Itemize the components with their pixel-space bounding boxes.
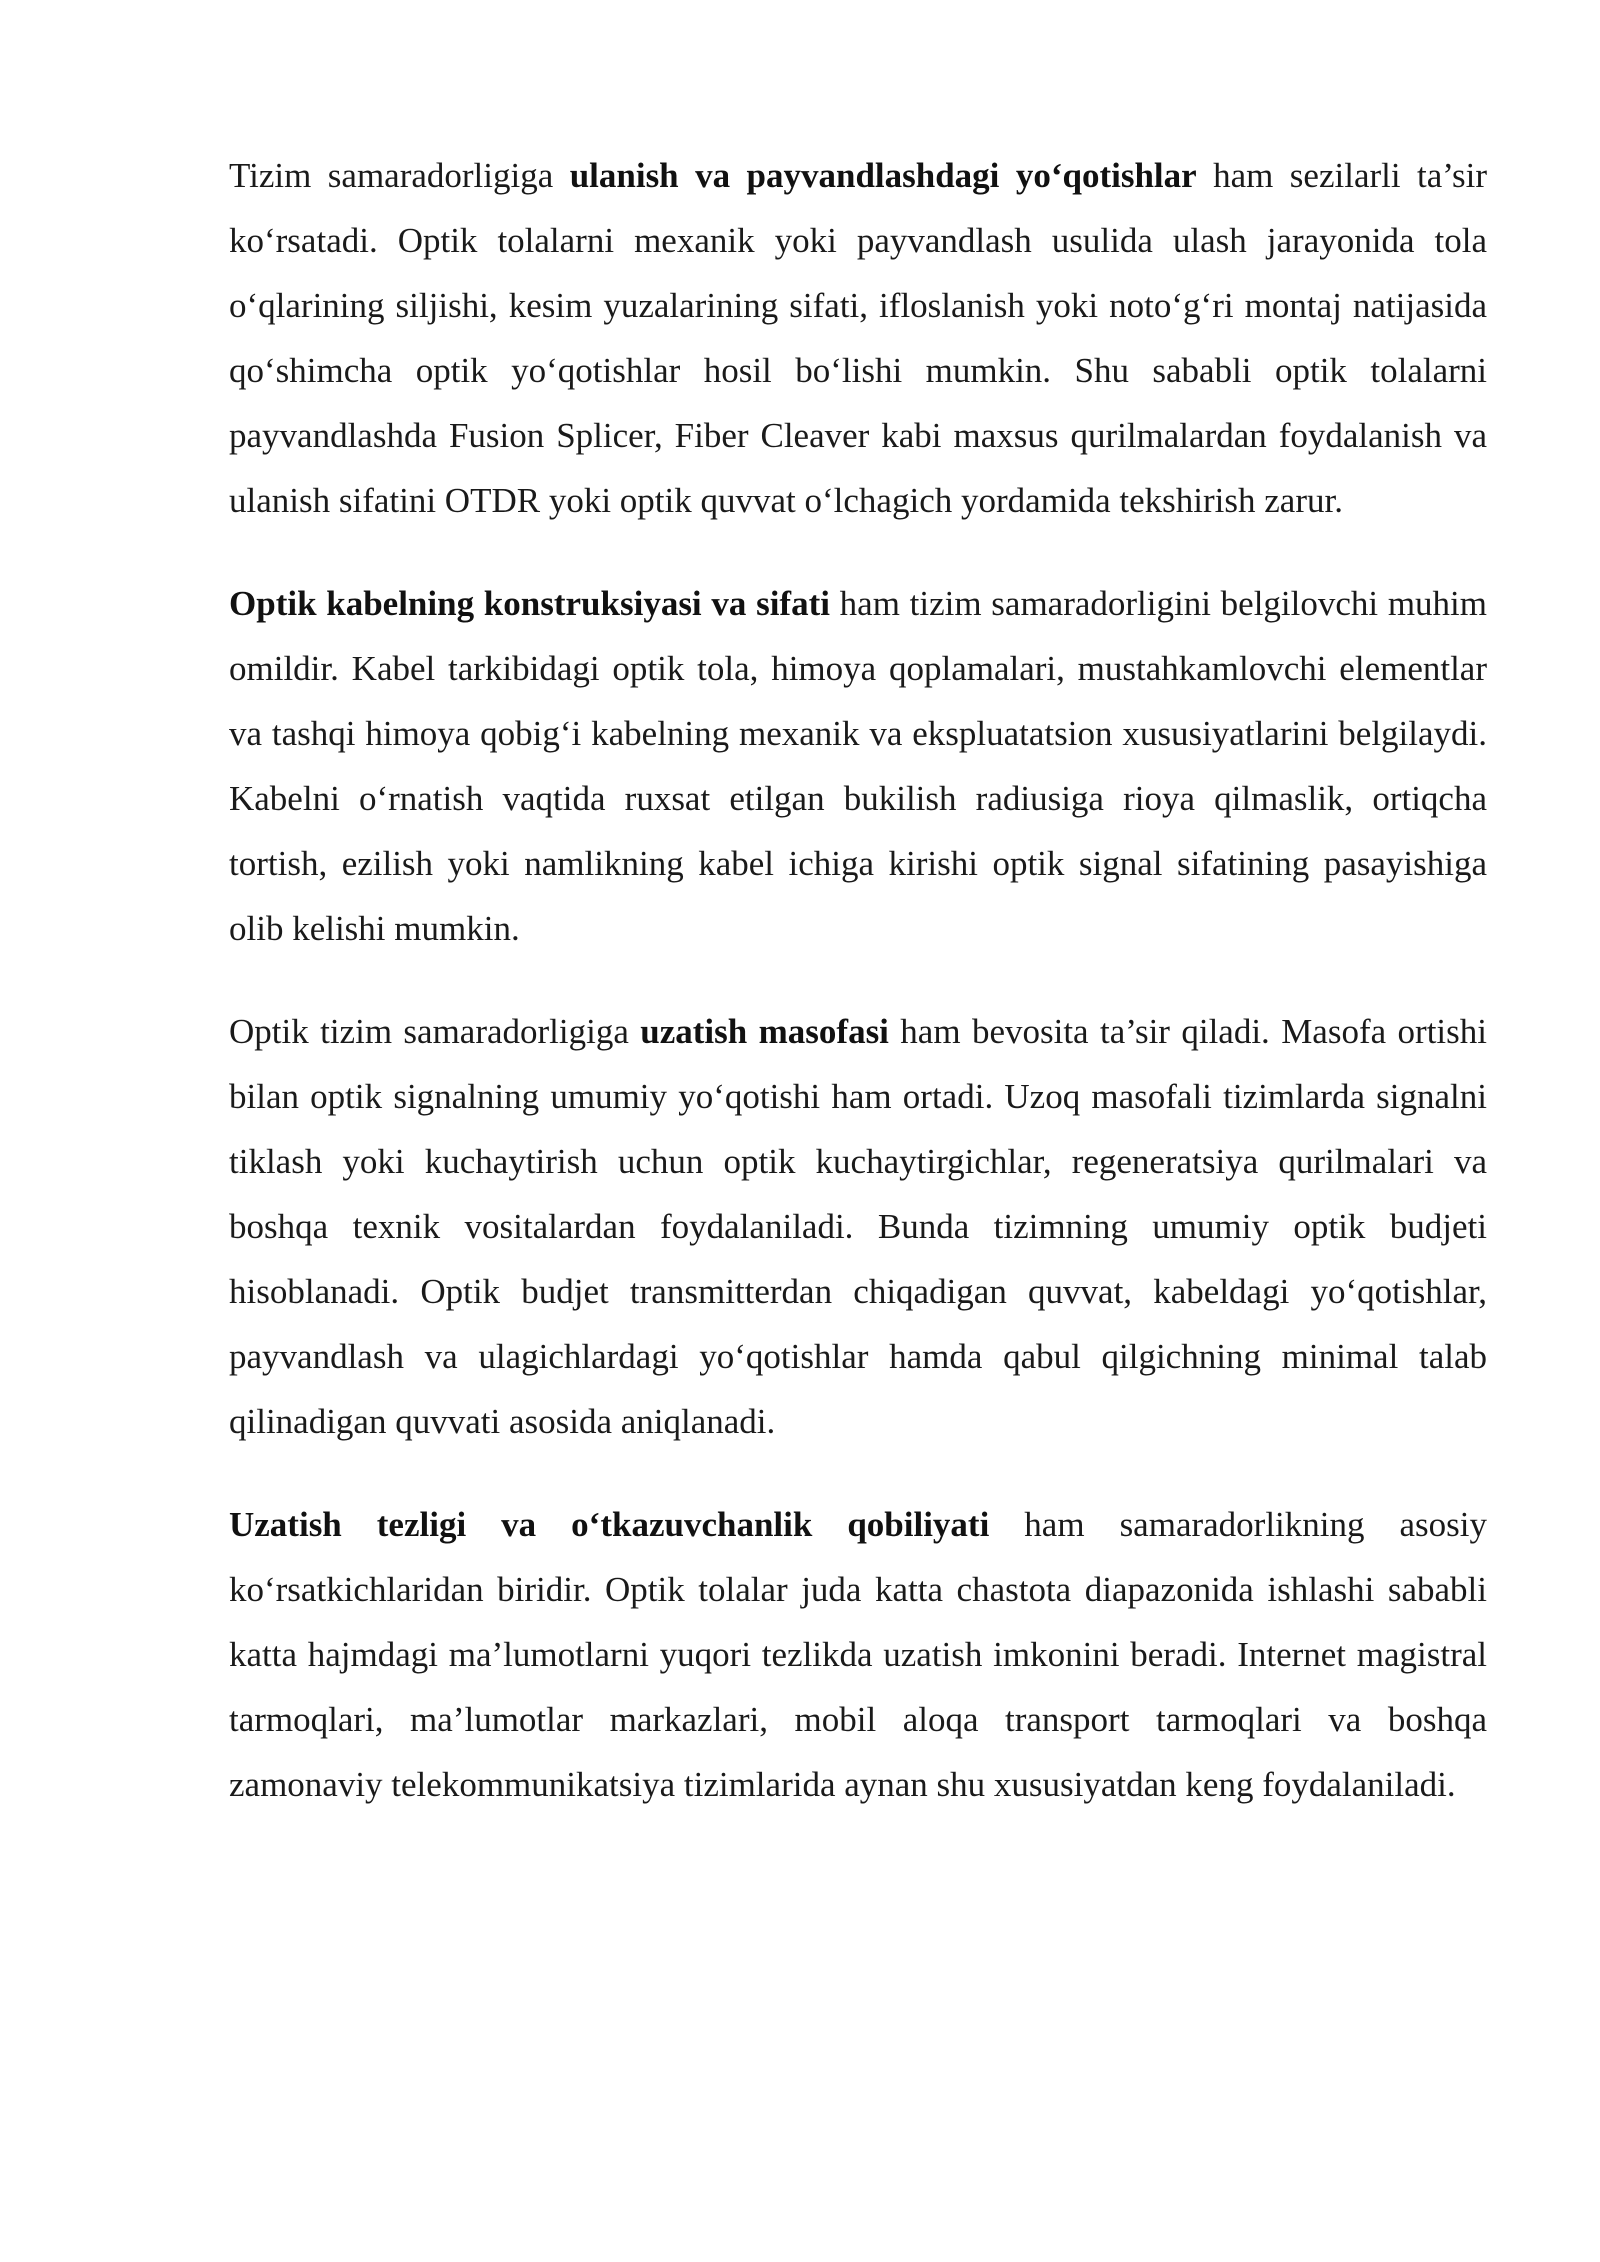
- paragraph-body-text: ham sezilarli ta’sir ko‘rsatadi. Optik tolalarni mexanik yoki payvandlash usulida ulash jarayonida tola o‘qlarining siljishi, kesim yuzalarining sifati, ifloslanish yoki noto‘g‘ri montaj natijasida qo‘shimcha optik yo‘qotishlar hosil bo‘lishi mumkin. Shu sababli optik tolalarni payvandlashda Fusion Splicer, Fiber Cleaver kabi maxsus qurilmalardan foydalanish va ulanish sifatini OTDR yoki optik quvvat o‘lchagich yordamida tekshirish zarur.: [229, 156, 1487, 520]
- paragraph-cable-construction: [229, 571, 1487, 961]
- paragraph-bold-term: Uzatish tezligi va o‘tkazuvchanlik qobiliyati: [229, 1505, 990, 1544]
- document-body: [229, 143, 1487, 1855]
- paragraph-transmission-speed: [229, 1492, 1487, 1817]
- paragraph-lead-text: Tizim samaradorligiga: [229, 156, 570, 195]
- paragraph-bold-term: Optik kabelning konstruksiyasi va sifati: [229, 584, 830, 623]
- paragraph-lead-text: Optik tizim samaradorligiga: [229, 1012, 641, 1051]
- paragraph-body-text: ham samaradorlikning asosiy ko‘rsatkichlaridan biridir. Optik tolalar juda katta chastota diapazonida ishlashi sababli katta hajmdagi ma’lumotlarni yuqori tezlikda uzatish imkonini beradi. Internet magistral tarmoqlari, ma’lumotlar markazlari, mobil aloqa transport tarmoqlari va boshqa zamonaviy telekommunikatsiya tizimlarida aynan shu xususiyatdan keng foydalaniladi.: [229, 1505, 1487, 1804]
- paragraph-transmission-distance: [229, 999, 1487, 1454]
- paragraph-bold-term: uzatish masofasi: [640, 1012, 889, 1051]
- paragraph-bold-term: ulanish va payvandlashdagi yo‘qotishlar: [569, 156, 1197, 195]
- paragraph-body-text: ham tizim samaradorligini belgilovchi muhim omildir. Kabel tarkibidagi optik tola, himoya qoplamalari, mustahkamlovchi elementlar va tashqi himoya qobig‘i kabelning mexanik va ekspluatatsion xususiyatlarini belgilaydi. Kabelni o‘rnatish vaqtida ruxsat etilgan bukilish radiusiga rioya qilmaslik, ortiqcha tortish, ezilish yoki namlikning kabel ichiga kirishi optik signal sifatining pasayishiga olib kelishi mumkin.: [229, 584, 1488, 948]
- paragraph-connection-losses: [229, 143, 1487, 533]
- paragraph-body-text: ham bevosita ta’sir qiladi. Masofa ortishi bilan optik signalning umumiy yo‘qotishi ham ortadi. Uzoq masofali tizimlarda signalni tiklash yoki kuchaytirish uchun optik kuchaytirgichlar, regeneratsiya qurilmalari va boshqa texnik vositalardan foydalaniladi. Bunda tizimning umumiy optik budjeti hisoblanadi. Optik budjet transmitterdan chiqadigan quvvat, kabeldagi yo‘qotishlar, payvandlash va ulagichlardagi yo‘qotishlar hamda qabul qilgichning minimal talab qilinadigan quvvati asosida aniqlanadi.: [229, 1012, 1487, 1441]
